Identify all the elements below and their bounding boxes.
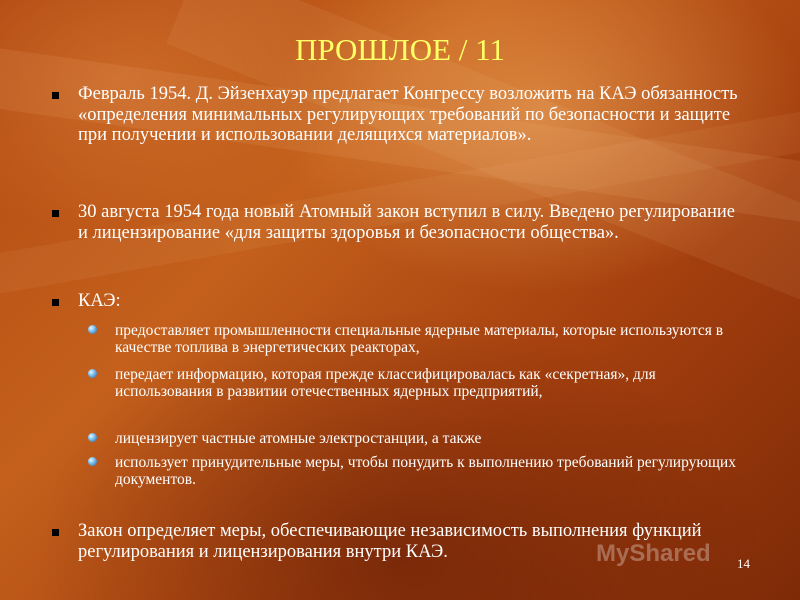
bullet-text: Закон определяет меры, обеспечивающие независимость выполнения функций регулирования и лицензирования внутри КАЭ. xyxy=(78,521,702,562)
round-bullet-icon xyxy=(88,369,97,378)
sub-bullet-text: предоставляет промышленности специальные ядерные материалы, которые используются в качестве топлива в энергетических реакторах, xyxy=(115,322,724,356)
sub-bullet-text: лицензирует частные атомные электростанции, а также xyxy=(115,430,482,447)
sub-bullet-item xyxy=(88,454,748,488)
square-bullet-icon xyxy=(52,210,59,217)
sub-bullet-text: передает информацию, которая прежде классифицировалась как «секретная», для использования в развитии отечественных ядерных предприятий, xyxy=(115,366,656,400)
sub-bullet-item xyxy=(88,366,748,400)
round-bullet-icon xyxy=(88,433,97,442)
round-bullet-icon xyxy=(88,457,97,466)
watermark-logo: MyShared xyxy=(596,540,711,567)
sub-bullet-text: использует принудительные меры, чтобы понудить к выполнению требований регулирующих документов. xyxy=(115,454,736,488)
bullet-item xyxy=(52,291,742,312)
square-bullet-icon xyxy=(52,529,59,536)
bullet-text: 30 августа 1954 года новый Атомный закон вступил в силу. Введено регулирование и лицензирование «для защиты здоровья и безопасности общества». xyxy=(78,202,736,243)
bullet-text: Февраль 1954. Д. Эйзенхауэр предлагает Конгрессу возложить на КАЭ обязанность «определения минимальных регулирующих требований по безопасности и защите при получении и использовании делящихся материалов». xyxy=(78,84,738,145)
bullet-item xyxy=(52,202,742,243)
sub-bullet-item xyxy=(88,322,748,356)
page-number: 14 xyxy=(737,556,750,571)
bullet-text: КАЭ: xyxy=(78,291,121,311)
bullet-item xyxy=(52,84,742,146)
sub-bullet-item xyxy=(88,430,748,447)
round-bullet-icon xyxy=(88,325,97,334)
square-bullet-icon xyxy=(52,92,59,99)
square-bullet-icon xyxy=(52,299,59,306)
slide-title: ПРОШЛОЕ / 11 xyxy=(295,32,505,67)
